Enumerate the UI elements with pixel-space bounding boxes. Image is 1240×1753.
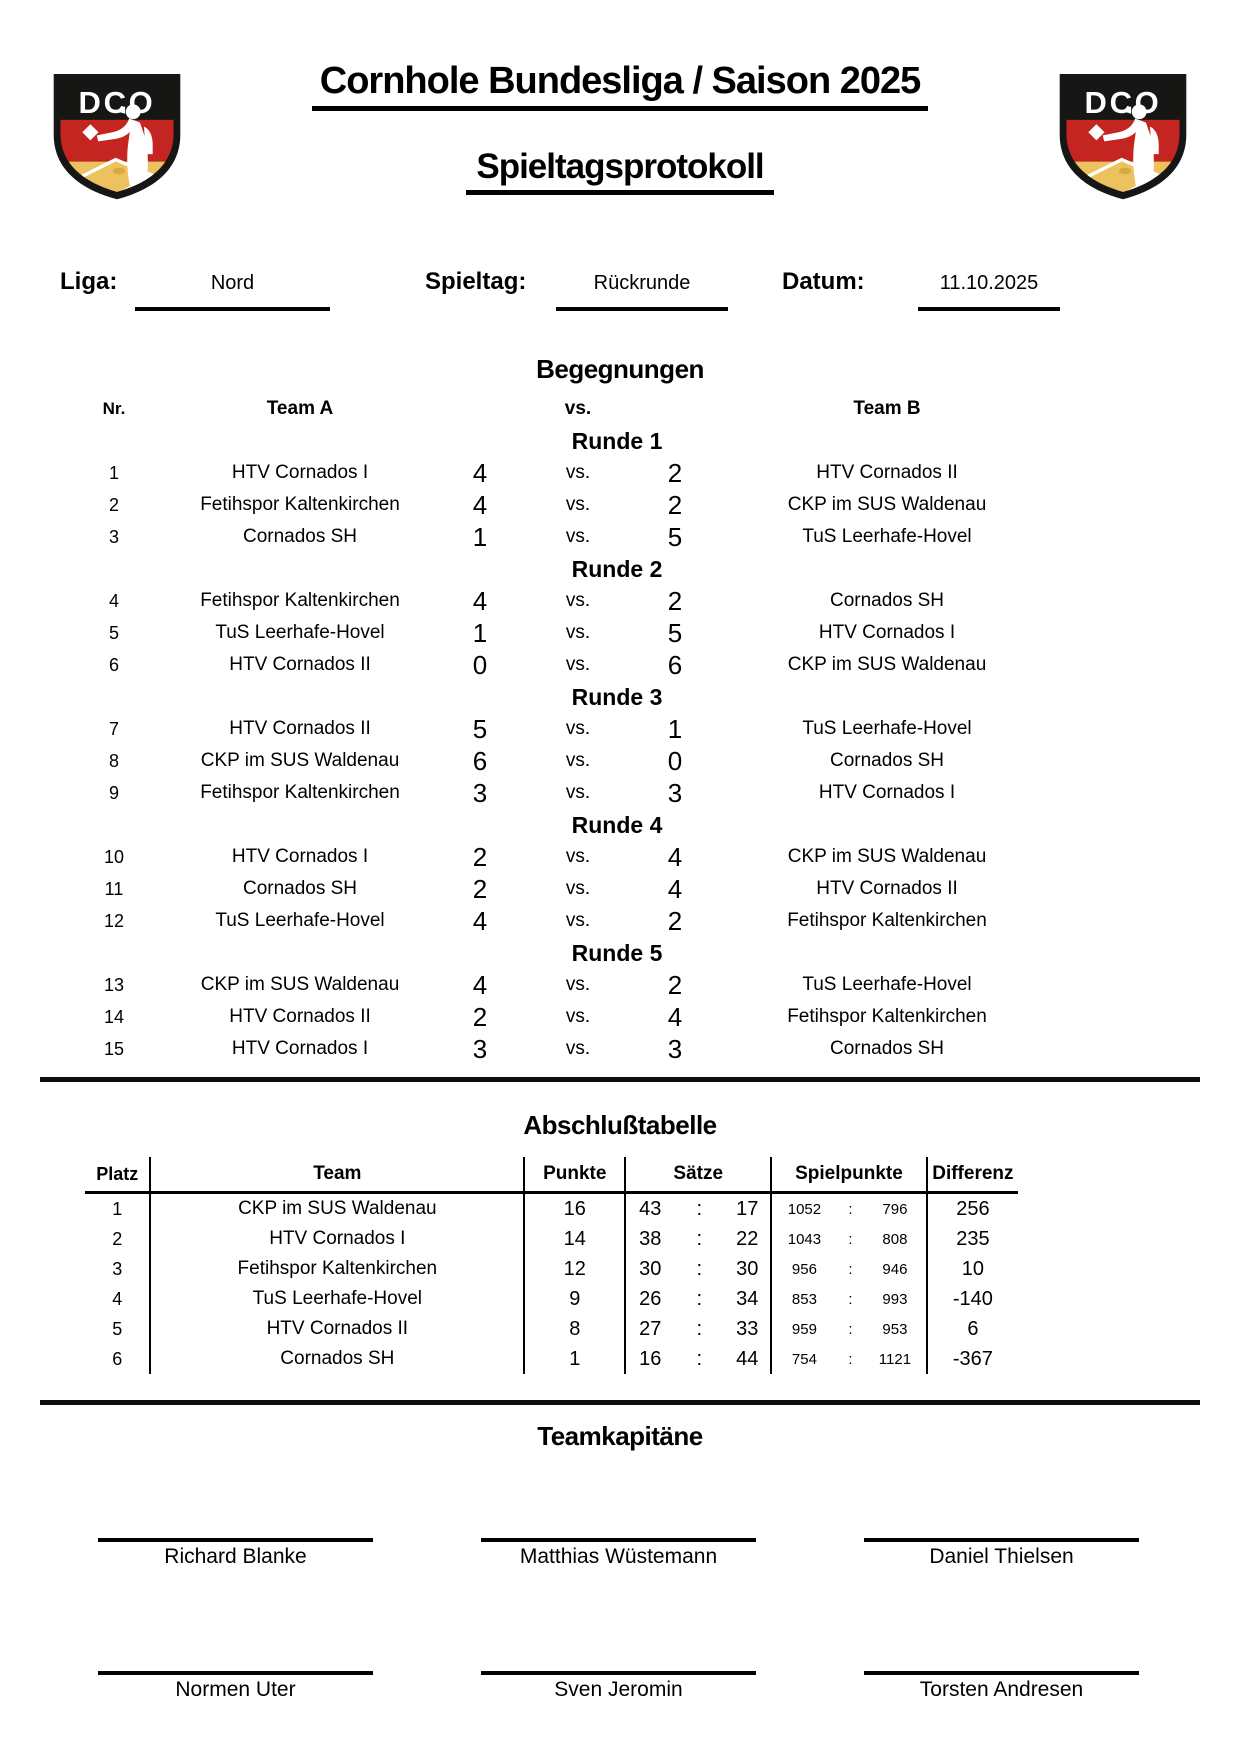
team: Fetihspor Kaltenkirchen: [151, 1254, 525, 1284]
captain-name: Richard Blanke: [164, 1545, 307, 1568]
spieltag-value-field: Rückrunde: [556, 272, 728, 311]
platz: 3: [85, 1254, 151, 1284]
punkte: 12: [525, 1254, 626, 1284]
platz: 2: [85, 1224, 151, 1254]
score-a: 4: [472, 969, 488, 1000]
differenz: 6: [967, 1317, 979, 1340]
col-header-team-a: Team A: [266, 398, 334, 419]
team-a: Fetihspor Kaltenkirchen: [200, 494, 400, 515]
differenz: -140: [952, 1287, 993, 1310]
saetze: 27 : 33: [626, 1314, 772, 1344]
platz: 1: [85, 1194, 151, 1224]
team-b: Fetihspor Kaltenkirchen: [787, 1006, 987, 1027]
score-b: 6: [667, 649, 683, 680]
team-b: TuS Leerhafe-Hovel: [802, 974, 972, 995]
col-header-team-b: Team B: [853, 398, 921, 419]
match-number: 13: [103, 974, 125, 995]
team: HTV Cornados I: [151, 1224, 525, 1254]
team-a: Cornados SH: [242, 526, 358, 547]
team-a: HTV Cornados II: [229, 1006, 371, 1027]
match-row: [40, 873, 1240, 905]
match-number: 6: [108, 654, 119, 675]
round-heading: Runde 2: [571, 556, 663, 582]
match-number: 8: [108, 750, 119, 771]
score-b: 5: [667, 521, 683, 552]
match-row: [40, 649, 1240, 681]
score-a: 1: [472, 521, 488, 552]
round-heading: Runde 5: [571, 940, 663, 966]
table-header-row: [85, 1157, 1018, 1194]
score-a: 0: [472, 649, 488, 680]
match-number: 12: [103, 910, 125, 931]
match-row: [40, 457, 1240, 489]
col-header-differenz: Differenz: [932, 1163, 1014, 1184]
match-row: [40, 969, 1240, 1001]
dco-shield-logo-left: [48, 70, 186, 202]
vs-label: vs.: [565, 750, 591, 771]
page-subtitle: Spieltagsprotokoll: [466, 147, 773, 195]
captain-signature-row: [0, 1538, 1240, 1569]
saetze: 26 : 34: [626, 1284, 772, 1314]
score-b: 0: [667, 745, 683, 776]
final-standings-table: [85, 1157, 1018, 1374]
match-row: [40, 585, 1240, 617]
team-a: HTV Cornados I: [231, 1038, 369, 1059]
vs-label: vs.: [565, 910, 591, 931]
team: TuS Leerhafe-Hovel: [151, 1284, 525, 1314]
signature-field: [864, 1538, 1139, 1569]
match-number: 2: [108, 494, 119, 515]
score-b: 2: [667, 457, 683, 488]
match-number: 4: [108, 590, 119, 611]
platz: 4: [85, 1284, 151, 1314]
team-a: CKP im SUS Waldenau: [200, 974, 400, 995]
score-b: 4: [667, 841, 683, 872]
col-header-team: Team: [151, 1157, 525, 1191]
spielpunkte: 956 : 946: [772, 1254, 928, 1284]
saetze: 38 : 22: [626, 1224, 772, 1254]
platz: 5: [85, 1314, 151, 1344]
captain-name: Sven Jeromin: [554, 1678, 683, 1701]
match-row: [40, 1001, 1240, 1033]
teamkapitaene-heading: Teamkapitäne: [537, 1421, 703, 1451]
abschlusstabelle-heading: Abschlußtabelle: [523, 1110, 717, 1140]
vs-label: vs.: [565, 782, 591, 803]
team-b: TuS Leerhafe-Hovel: [802, 718, 972, 739]
team-b: Cornados SH: [829, 1038, 945, 1059]
team-a: HTV Cornados II: [229, 654, 371, 675]
match-number: 10: [103, 846, 125, 867]
match-row: [40, 841, 1240, 873]
page-title: Cornhole Bundesliga / Saison 2025: [312, 60, 929, 111]
vs-label: vs.: [565, 494, 591, 515]
captain-name: Torsten Andresen: [919, 1678, 1084, 1701]
punkte: 8: [525, 1314, 626, 1344]
score-a: 4: [472, 905, 488, 936]
match-row: [40, 777, 1240, 809]
vs-label: vs.: [565, 526, 591, 547]
liga-value-field: Nord: [135, 272, 330, 311]
team-b: HTV Cornados I: [818, 782, 956, 803]
signature-field: [481, 1538, 756, 1569]
section-divider: [40, 1400, 1200, 1405]
score-b: 1: [667, 713, 683, 744]
table-row: [85, 1284, 1018, 1314]
score-a: 4: [472, 489, 488, 520]
liga-label: Liga:: [60, 268, 118, 295]
signature-field: [98, 1671, 373, 1702]
punkte: 9: [525, 1284, 626, 1314]
score-b: 2: [667, 905, 683, 936]
datum-label: Datum:: [782, 268, 865, 295]
match-row: [40, 489, 1240, 521]
col-header-platz: Platz: [85, 1157, 151, 1191]
match-row: [40, 905, 1240, 937]
score-a: 4: [472, 585, 488, 616]
score-a: 4: [472, 457, 488, 488]
spieltag-label: Spieltag:: [425, 268, 527, 295]
score-a: 2: [472, 841, 488, 872]
team-b: Cornados SH: [829, 590, 945, 611]
differenz: 256: [956, 1197, 990, 1220]
title-block: [186, 60, 1054, 195]
team-b: HTV Cornados II: [816, 878, 958, 899]
datum-value-field: 11.10.2025: [918, 272, 1060, 311]
round-heading: Runde 3: [571, 684, 663, 710]
meta-row: [0, 262, 1240, 332]
round-heading: Runde 4: [571, 812, 663, 838]
match-number: 5: [108, 622, 119, 643]
team-b: CKP im SUS Waldenau: [787, 846, 987, 867]
table-row: [85, 1254, 1018, 1284]
saetze: 43 : 17: [626, 1194, 772, 1224]
match-number: 15: [103, 1038, 125, 1059]
dco-shield-logo-right: [1054, 70, 1192, 202]
table-row: [85, 1344, 1018, 1374]
vs-label: vs.: [565, 590, 591, 611]
score-b: 4: [667, 1001, 683, 1032]
team-a: HTV Cornados I: [231, 462, 369, 483]
logo-wordmark: DCO: [1084, 85, 1162, 121]
table-row: [85, 1314, 1018, 1344]
vs-label: vs.: [565, 878, 591, 899]
col-header-nr: Nr.: [102, 399, 126, 418]
differenz: 10: [961, 1257, 985, 1280]
score-a: 3: [472, 777, 488, 808]
col-header-saetze: Sätze: [626, 1157, 772, 1191]
section-divider: [40, 1077, 1200, 1082]
score-b: 2: [667, 489, 683, 520]
match-row: [40, 521, 1240, 553]
captain-name: Daniel Thielsen: [929, 1545, 1074, 1568]
team-a: TuS Leerhafe-Hovel: [215, 622, 385, 643]
team-a: HTV Cornados II: [229, 718, 371, 739]
team: HTV Cornados II: [151, 1314, 525, 1344]
score-a: 6: [472, 745, 488, 776]
vs-label: vs.: [565, 846, 591, 867]
punkte: 16: [525, 1194, 626, 1224]
saetze: 16 : 44: [626, 1344, 772, 1374]
logo-wordmark: DCO: [78, 85, 156, 121]
match-row: [40, 713, 1240, 745]
score-b: 2: [667, 969, 683, 1000]
score-b: 4: [667, 873, 683, 904]
team-a: TuS Leerhafe-Hovel: [215, 910, 385, 931]
team-b: Fetihspor Kaltenkirchen: [787, 910, 987, 931]
score-b: 5: [667, 617, 683, 648]
spielpunkte: 754 : 1121: [772, 1344, 928, 1374]
match-number: 14: [103, 1006, 125, 1027]
saetze: 30 : 30: [626, 1254, 772, 1284]
team-a: CKP im SUS Waldenau: [200, 750, 400, 771]
page-header: [0, 0, 1240, 202]
signature-field: [98, 1538, 373, 1569]
table-row: [85, 1224, 1018, 1254]
team-a: Cornados SH: [242, 878, 358, 899]
spielpunkte: 1043 : 808: [772, 1224, 928, 1254]
team-a: Fetihspor Kaltenkirchen: [200, 782, 400, 803]
team-b: HTV Cornados I: [818, 622, 956, 643]
spielpunkte: 853 : 993: [772, 1284, 928, 1314]
punkte: 14: [525, 1224, 626, 1254]
col-header-spielpunkte: Spielpunkte: [772, 1157, 928, 1191]
captain-name: Normen Uter: [175, 1678, 296, 1701]
match-number: 3: [108, 526, 119, 547]
spielpunkte: 959 : 953: [772, 1314, 928, 1344]
score-a: 1: [472, 617, 488, 648]
score-a: 5: [472, 713, 488, 744]
differenz: -367: [952, 1347, 993, 1370]
match-number: 7: [108, 718, 119, 739]
signature-field: [864, 1671, 1139, 1702]
differenz: 235: [956, 1227, 990, 1250]
vs-label: vs.: [565, 1038, 591, 1059]
team-b: CKP im SUS Waldenau: [787, 494, 987, 515]
vs-label: vs.: [565, 654, 591, 675]
vs-label: vs.: [565, 974, 591, 995]
matches-section: [0, 393, 1240, 1065]
score-a: 3: [472, 1033, 488, 1064]
col-header-punkte: Punkte: [525, 1157, 626, 1191]
captain-name: Matthias Wüstemann: [519, 1545, 718, 1568]
score-b: 3: [667, 777, 683, 808]
vs-label: vs.: [565, 462, 591, 483]
team-b: TuS Leerhafe-Hovel: [802, 526, 972, 547]
spielpunkte: 1052 : 796: [772, 1194, 928, 1224]
team-b: CKP im SUS Waldenau: [787, 654, 987, 675]
table-row: [85, 1194, 1018, 1224]
punkte: 1: [525, 1344, 626, 1374]
col-header-vs: vs.: [564, 398, 592, 419]
match-number: 11: [104, 878, 124, 899]
platz: 6: [85, 1344, 151, 1374]
score-b: 2: [667, 585, 683, 616]
match-number: 1: [108, 462, 119, 483]
team: CKP im SUS Waldenau: [151, 1194, 525, 1224]
match-row: [40, 1033, 1240, 1065]
team-a: HTV Cornados I: [231, 846, 369, 867]
team-b: Cornados SH: [829, 750, 945, 771]
score-b: 3: [667, 1033, 683, 1064]
vs-label: vs.: [565, 718, 591, 739]
begegnungen-heading: Begegnungen: [536, 354, 704, 384]
match-row: [40, 617, 1240, 649]
vs-label: vs.: [565, 622, 591, 643]
vs-label: vs.: [565, 1006, 591, 1027]
team-b: HTV Cornados II: [816, 462, 958, 483]
round-heading: Runde 1: [571, 428, 663, 454]
score-a: 2: [472, 873, 488, 904]
matches-header-row: [40, 393, 1240, 425]
score-a: 2: [472, 1001, 488, 1032]
match-number: 9: [108, 782, 119, 803]
signature-field: [481, 1671, 756, 1702]
match-row: [40, 745, 1240, 777]
team-a: Fetihspor Kaltenkirchen: [200, 590, 400, 611]
captain-signature-row: [0, 1671, 1240, 1702]
team: Cornados SH: [151, 1344, 525, 1374]
